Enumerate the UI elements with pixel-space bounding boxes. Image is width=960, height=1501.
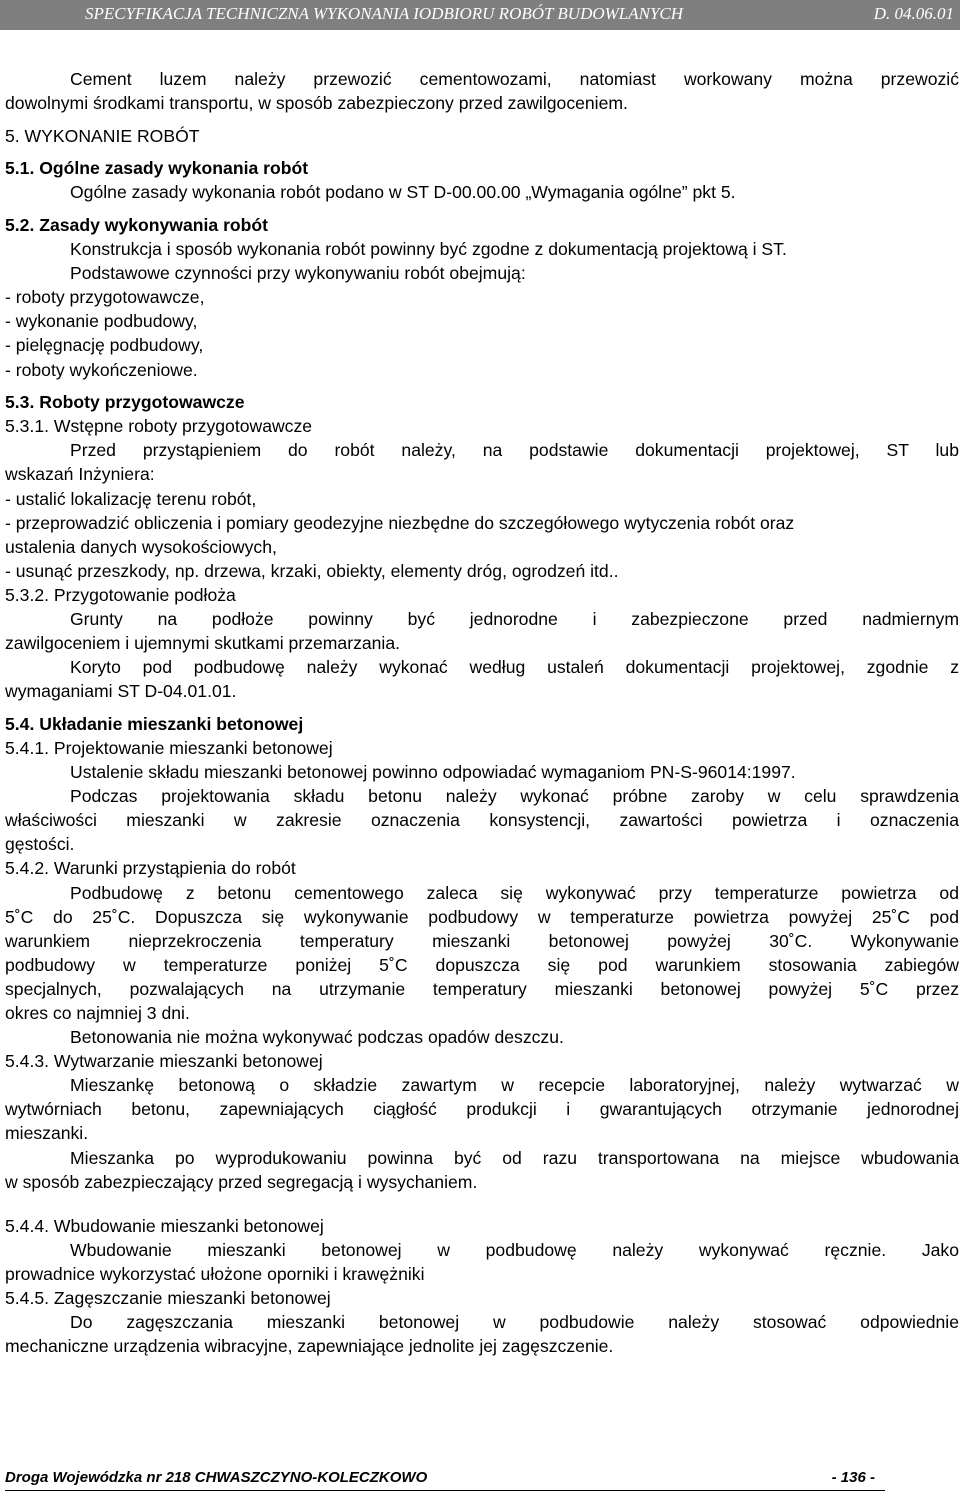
paragraph-line: właściwości mieszanki w zakresie oznaczenia konsystencji, zawartości powietrza i oznaczenia — [5, 810, 959, 831]
page-number: - 136 - — [831, 1469, 875, 1486]
paragraph-line: gęstości. — [5, 834, 75, 855]
paragraph-line: 5˚C do 25˚C. Dopuszcza się wykonywanie podbudowy w temperaturze powietrza powyżej 25˚C pod — [5, 906, 959, 927]
paragraph-line: wytwórniach betonu, zapewniających ciągłość produkcji i gwarantujących otrzymanie jednorodnej — [5, 1099, 959, 1120]
page-header — [0, 0, 960, 30]
footer-project: Droga Wojewódzka nr 218 CHWASZCZYNO-KOLECZKOWO — [5, 1469, 428, 1486]
paragraph-line: Wbudowanie mieszanki betonowej w podbudowę należy wykonywać ręcznie. Jako — [70, 1239, 959, 1260]
paragraph-line: warunkiem nieprzekroczenia temperatury mieszanki betonowej powyżej 30˚C. Wykonywanie — [5, 930, 959, 951]
paragraph-line: Konstrukcja i sposób wykonania robót powinny być zgodne z dokumentacją projektową i ST. — [70, 239, 787, 260]
subsection-heading: 5.1. Ogólne zasady wykonania robót — [5, 158, 309, 179]
paragraph-line: w sposób zabezpieczający przed segregacją i wysychaniem. — [5, 1171, 478, 1192]
list-item: ustalenia danych wysokościowych, — [5, 536, 277, 557]
paragraph-line: podbudowy w temperaturze poniżej 5˚C dopuszcza się pod warunkiem stosowania zabiegów — [5, 954, 959, 975]
list-item: - wykonanie podbudowy, — [5, 311, 198, 332]
paragraph-line: Do zagęszczania mieszanki betonowej w podbudowie należy stosować odpowiednie — [70, 1312, 959, 1333]
subsubsection-heading: 5.4.4. Wbudowanie mieszanki betonowej — [5, 1215, 324, 1236]
paragraph-line: Koryto pod podbudowę należy wykonać według ustaleń dokumentacji projektowej, zgodnie z — [70, 657, 959, 678]
paragraph-line: Grunty na podłoże powinny być jednorodne i zabezpieczone przed nadmiernym — [70, 608, 959, 629]
paragraph-line: okres co najmniej 3 dni. — [5, 1002, 190, 1023]
list-item: - pielęgnację podbudowy, — [5, 335, 204, 356]
paragraph-line: Podczas projektowania składu betonu należy wykonać próbne zaroby w celu sprawdzenia — [70, 786, 959, 807]
paragraph-line: dowolnymi środkami transportu, w sposób zabezpieczony przed zawilgoceniem. — [5, 93, 628, 114]
subsubsection-heading: 5.4.3. Wytwarzanie mieszanki betonowej — [5, 1051, 323, 1072]
list-item: - przeprowadzić obliczenia i pomiary geodezyjne niezbędne do szczegółowego wytyczenia robót oraz — [5, 512, 795, 533]
list-item: - roboty wykończeniowe. — [5, 359, 198, 380]
subsection-heading: 5.2. Zasady wykonywania robót — [5, 214, 269, 235]
paragraph-line: zawilgoceniem i ujemnymi skutkami przemarzania. — [5, 633, 401, 654]
subsubsection-heading: 5.3.2. Przygotowanie podłoża — [5, 584, 236, 605]
subsubsection-heading: 5.4.5. Zagęszczanie mieszanki betonowej — [5, 1288, 331, 1308]
paragraph-line: mechaniczne urządzenia wibracyjne, zapewniające jednolite jej zagęszczenie. — [5, 1336, 614, 1357]
paragraph-line: Przed przystąpieniem do robót należy, na podstawie dokumentacji projektowej, ST lub — [70, 440, 959, 461]
subsection-heading: 5.4. Układanie mieszanki betonowej — [5, 713, 304, 734]
paragraph-line: Podbudowę z betonu cementowego zaleca się wykonywać przy temperaturze powietrza od — [70, 882, 959, 903]
paragraph-line: wymaganiami ST D-04.01.01. — [5, 681, 237, 702]
document-body — [5, 67, 959, 1358]
paragraph-line: wskazań Inżyniera: — [5, 464, 155, 485]
subsection-heading: 5.3. Roboty przygotowawcze — [5, 392, 245, 413]
page-footer — [5, 1468, 885, 1491]
subsubsection-heading: 5.4.1. Projektowanie mieszanki betonowej — [5, 737, 333, 758]
paragraph-line: prowadnice wykorzystać ułożone oporniki i krawężniki — [5, 1263, 425, 1284]
header-title: SPECYFIKACJA TECHNICZNA WYKONANIA IODBIORU ROBÓT BUDOWLANYCH — [85, 4, 684, 23]
paragraph-line: Ogólne zasady wykonania robót podano w ST D-00.00.00 „Wymagania ogólne” pkt 5. — [70, 182, 736, 203]
list-item: - roboty przygotowawcze, — [5, 287, 205, 308]
list-item: - ustalić lokalizację terenu robót, — [5, 488, 257, 509]
paragraph-line: Mieszanka po wyprodukowaniu powinna być od razu transportowana na miejsce wbudowania — [70, 1147, 959, 1168]
paragraph-line: Mieszankę betonową o składzie zawartym w recepcie laboratoryjnej, należy wytwarzać w — [70, 1075, 959, 1096]
paragraph-line: mieszanki. — [5, 1123, 89, 1144]
paragraph-line: Ustalenie składu mieszanki betonowej powinno odpowiadać wymaganiom PN-S-96014:1997. — [70, 762, 796, 783]
section-heading: 5. WYKONANIE ROBÓT — [5, 125, 200, 146]
paragraph-line: Cement luzem należy przewozić cementowozami, natomiast workowany można przewozić — [70, 69, 959, 89]
paragraph-line: Betonowania nie można wykonywać podczas opadów deszczu. — [70, 1027, 564, 1048]
subsubsection-heading: 5.3.1. Wstępne roboty przygotowawcze — [5, 416, 313, 437]
header-code: D. 04.06.01 — [873, 4, 954, 23]
subsubsection-heading: 5.4.2. Warunki przystąpienia do robót — [5, 858, 296, 879]
paragraph-line: Podstawowe czynności przy wykonywaniu robót obejmują: — [70, 263, 526, 284]
list-item: - usunąć przeszkody, np. drzewa, krzaki, obiekty, elementy dróg, ogrodzeń itd.. — [5, 560, 619, 581]
paragraph-line: specjalnych, pozwalających na utrzymanie temperatury mieszanki betonowej powyżej 5˚C przez — [5, 978, 959, 999]
